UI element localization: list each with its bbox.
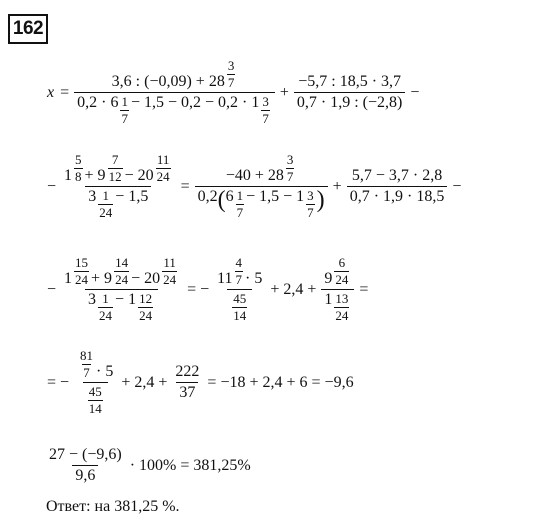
mixed-fraction (261, 94, 270, 127)
plus-term: + 2,4 + (121, 373, 168, 391)
fraction-2-denominator: 0,7 · 1,9 : (−2,8) (294, 92, 405, 112)
fraction-1-numerator (61, 152, 176, 186)
whole: 11 (217, 270, 233, 287)
mixed-num: 5 (75, 152, 82, 167)
equals-minus: = − (47, 373, 70, 391)
term: − 1 (115, 291, 137, 308)
fraction-2 (294, 73, 405, 112)
fraction-1 (61, 255, 182, 324)
fraction-2 (195, 152, 328, 221)
mixed-num: 3 (262, 94, 269, 109)
frac-den: 7 (83, 365, 90, 380)
fraction-1 (61, 152, 176, 221)
whole: 1 (64, 167, 73, 184)
mixed-den: 24 (163, 272, 177, 287)
equation-line-2 (44, 152, 464, 221)
mixed-num: 7 (111, 152, 119, 167)
mixed-num: 14 (115, 255, 129, 270)
equation-line-5 (44, 446, 254, 485)
mixed-fraction (227, 58, 236, 91)
fraction-1-numerator (109, 58, 241, 92)
term: 0,2 (197, 188, 218, 205)
equation-line-1 (44, 58, 422, 127)
fraction-2-numerator: 222 (175, 363, 200, 380)
fraction-2-denominator: 37 (176, 382, 198, 402)
simple-fraction (88, 384, 103, 417)
whole: 1 (64, 270, 73, 287)
mixed-fraction (334, 255, 349, 288)
mixed-den: 24 (156, 169, 170, 184)
fraction-3 (347, 167, 448, 206)
term: − 1,5 (115, 188, 149, 205)
term: + 9 (91, 270, 113, 287)
fraction-2-numerator: −5,7 : 18,5 · 3,7 (298, 73, 402, 90)
mixed-den: 24 (139, 308, 153, 323)
whole: 6 (225, 188, 234, 205)
frac-den: 14 (233, 308, 247, 323)
mixed-fraction (286, 152, 295, 185)
mixed-den: 7 (121, 111, 128, 126)
numerator-text: 3,6 : (−0,09) + 28 (111, 73, 225, 90)
equation-line-3 (44, 255, 371, 324)
fraction-3-numerator (321, 255, 354, 289)
percent-result: · 100% = 381,25% (129, 456, 251, 474)
percent-fraction (46, 446, 125, 485)
mixed-fraction (334, 291, 349, 324)
fraction-1-denominator (83, 382, 108, 417)
equals-minus: = − (187, 280, 210, 298)
mixed-num: 3 (307, 188, 314, 203)
fraction-3-numerator: 5,7 − 3,7 · 2,8 (351, 167, 443, 184)
equation-line-4 (44, 348, 357, 417)
whole: 1 (324, 291, 333, 308)
term: · 5 (96, 363, 114, 380)
mixed-num: 3 (227, 58, 235, 73)
denominator-text-b: − 1,5 − 0,2 − 0,2 · 1 (130, 94, 260, 111)
mixed-num: 4 (235, 255, 243, 270)
mixed-fraction (235, 255, 244, 288)
fraction-1-denominator (85, 289, 158, 324)
mixed-den: 8 (75, 169, 82, 184)
mixed-den: 7 (235, 272, 243, 287)
mixed-fraction (120, 94, 129, 127)
minus-sign: − (47, 177, 57, 195)
mixed-fraction (162, 255, 177, 288)
mixed-fraction (74, 152, 83, 185)
fraction-1 (74, 348, 116, 417)
mixed-num: 6 (338, 255, 346, 270)
equals-sign: = (359, 280, 369, 298)
fraction-1-denominator (74, 92, 275, 127)
mixed-fraction (306, 188, 315, 221)
mixed-den: 7 (262, 111, 269, 126)
mixed-num: 15 (75, 255, 89, 270)
plus-sign: + (332, 177, 342, 195)
mixed-num: 3 (286, 152, 294, 167)
mixed-num: 12 (139, 291, 153, 306)
simple-fraction (232, 291, 247, 324)
whole: 9 (324, 270, 333, 287)
mixed-fraction (108, 152, 123, 185)
fraction-2 (172, 363, 202, 402)
mixed-den: 7 (307, 205, 314, 220)
mixed-fraction (156, 152, 171, 185)
mixed-den: 24 (335, 308, 349, 323)
fraction-1-numerator (61, 255, 182, 289)
mixed-num: 1 (102, 188, 110, 203)
fraction-2-numerator (214, 255, 265, 289)
mixed-den: 7 (286, 169, 294, 184)
fraction-3 (321, 255, 354, 324)
fraction-2-numerator (223, 152, 300, 186)
whole: 3 (88, 188, 97, 205)
mixed-fraction (114, 255, 129, 288)
mixed-num: 1 (102, 291, 109, 306)
mixed-num: 1 (236, 188, 244, 203)
fraction-3-denominator (321, 289, 354, 324)
mixed-num: 1 (121, 94, 128, 109)
minus-sign: − (410, 83, 420, 101)
mixed-den: 12 (108, 169, 122, 184)
minus-sign: − (47, 280, 57, 298)
problem-number-badge: 162 (8, 14, 48, 44)
close-paren: ) (316, 187, 325, 213)
minus-sign: − (452, 177, 462, 195)
frac-num: 45 (233, 291, 247, 306)
plus-sign: + (279, 83, 289, 101)
term: − 20 (124, 167, 154, 184)
plus-term: + 2,4 + (270, 280, 317, 298)
frac-num: 81 (80, 348, 94, 363)
mixed-den: 24 (99, 308, 113, 323)
equals-sign: = (180, 177, 190, 195)
term: − 1,5 − 1 (246, 188, 305, 205)
mixed-fraction (98, 188, 113, 221)
fraction-2-denominator (227, 289, 252, 324)
mixed-den: 7 (236, 205, 244, 220)
result-chain: = −18 + 2,4 + 6 = −9,6 (207, 373, 354, 391)
mixed-den: 7 (227, 75, 235, 90)
mixed-den: 24 (335, 272, 349, 287)
fraction-1-numerator (74, 348, 116, 382)
whole: 3 (88, 291, 97, 308)
open-paren: ( (217, 187, 226, 213)
fraction-2 (214, 255, 265, 324)
denominator-text-a: 0,2 · 6 (77, 94, 119, 111)
mixed-fraction (98, 291, 113, 324)
frac-den: 14 (88, 401, 102, 416)
mixed-den: 24 (115, 272, 129, 287)
term: − 20 (131, 270, 161, 287)
mixed-num: 11 (156, 152, 170, 167)
mixed-num: 11 (163, 255, 176, 270)
answer-text: Ответ: на 381,25 %. (46, 498, 180, 515)
variable-x: x (47, 83, 55, 101)
fraction-2-denominator (195, 186, 328, 221)
term: −40 + 28 (225, 167, 284, 184)
simple-fraction (79, 348, 94, 381)
equals-sign: = (60, 83, 70, 101)
mixed-fraction (236, 188, 245, 221)
mixed-den: 24 (99, 205, 113, 220)
percent-fraction-denominator: 9,6 (72, 465, 98, 485)
term: + 9 (84, 167, 106, 184)
fraction-1-denominator (85, 186, 151, 221)
fraction-1 (74, 58, 275, 127)
mixed-den: 24 (75, 272, 89, 287)
mixed-num: 13 (335, 291, 349, 306)
mixed-fraction (74, 255, 89, 288)
mixed-fraction (138, 291, 153, 324)
percent-fraction-numerator: 27 − (−9,6) (49, 446, 122, 463)
frac-num: 45 (88, 384, 102, 399)
fraction-3-denominator: 0,7 · 1,9 · 18,5 (347, 186, 448, 206)
term: · 5 (245, 270, 263, 287)
